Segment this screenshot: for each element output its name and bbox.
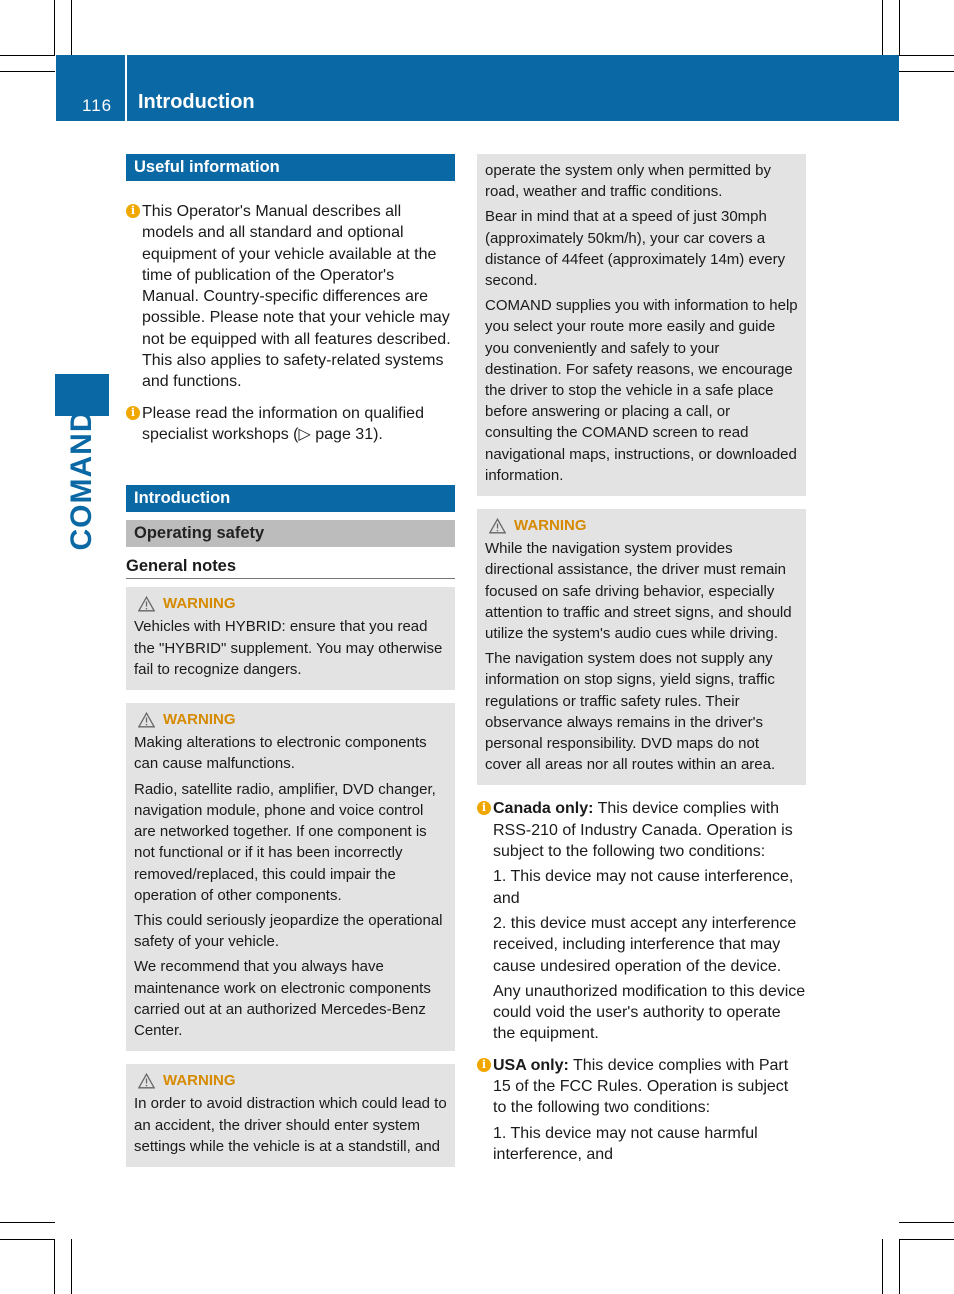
info-icon: i bbox=[477, 801, 491, 815]
warning-text: This could seriously jeopardize the operational safety of your vehicle. bbox=[134, 911, 443, 951]
info-note bbox=[126, 403, 455, 446]
crop-mark bbox=[882, 0, 883, 55]
header-divider bbox=[125, 55, 127, 121]
warning-label: WARNING bbox=[163, 1072, 236, 1090]
crop-mark bbox=[0, 71, 55, 72]
warning-continued-box bbox=[477, 154, 806, 496]
crop-mark bbox=[899, 1222, 954, 1223]
crop-mark bbox=[899, 1239, 900, 1294]
warning-header bbox=[134, 1070, 447, 1091]
warning-header bbox=[134, 709, 447, 730]
warning-label: WARNING bbox=[514, 517, 587, 535]
info-note-text: This Operator's Manual describes all models and all standard and optional equipment of your vehicle available at the time of publication of the Operator's Manual. Country-specific differences are possible. Please note that your vehicle may not be equipped with all features described. This also applies to safety-related systems and functions. bbox=[142, 203, 451, 391]
warning-triangle-icon bbox=[138, 1073, 155, 1089]
crop-mark bbox=[882, 1239, 883, 1294]
left-column bbox=[126, 154, 455, 1167]
warning-text: The navigation system does not supply any information on stop signs, yield signs, traffic regulations or traffic safety rules. Their observance always remains in the driver's personal responsibility. DVD maps do not cover all areas nor all routes within an area. bbox=[485, 650, 776, 774]
warning-text: Radio, satellite radio, amplifier, DVD changer, navigation module, phone and voice control are networked together. If one component is not functional or if it has been incorrectly removed/replaced, this could impair the operation of other components. bbox=[134, 780, 436, 904]
crop-mark bbox=[899, 55, 954, 56]
info-icon: i bbox=[477, 1058, 491, 1072]
warning-text: Making alterations to electronic components can cause malfunctions. bbox=[134, 734, 427, 773]
useful-info-heading: Useful information bbox=[126, 154, 455, 181]
crop-mark bbox=[54, 1239, 55, 1294]
crop-mark bbox=[0, 55, 55, 56]
warning-label: WARNING bbox=[163, 711, 236, 729]
crop-mark bbox=[71, 0, 72, 55]
right-column bbox=[477, 154, 806, 1165]
crop-mark bbox=[0, 1222, 55, 1223]
warning-box bbox=[126, 587, 455, 690]
warning-text: Vehicles with HYBRID: ensure that you read the "HYBRID" supplement. You may otherwise fail to recognize dangers. bbox=[134, 618, 443, 678]
general-notes-heading: General notes bbox=[126, 557, 455, 579]
warning-text: While the navigation system provides directional assistance, the driver must remain focused on safe driving behavior, especially attention to traffic and street signs, and should utilize the system's audio cues while driving. bbox=[485, 540, 792, 643]
crop-mark bbox=[899, 71, 954, 72]
crop-mark bbox=[899, 1239, 954, 1240]
canada-condition: Any unauthorized modification to this device could void the user's authority to operate the equipment. bbox=[493, 982, 806, 1043]
warning-box bbox=[477, 509, 806, 785]
crop-mark bbox=[71, 1239, 72, 1294]
introduction-heading: Introduction bbox=[126, 485, 455, 512]
info-icon: i bbox=[126, 204, 140, 218]
warning-text: COMAND supplies you with information to help you select your route more easily and guide you conveniently and safely to your destination. For safety reasons, we encourage the driver to stop the vehicle in a safe place before answering or placing a call, or consulting the COMAND screen to read navigational maps, instructions, or downloaded information. bbox=[485, 297, 798, 484]
info-note bbox=[126, 201, 455, 393]
operating-safety-heading: Operating safety bbox=[126, 520, 455, 547]
usa-note bbox=[477, 1055, 806, 1119]
warning-text: Bear in mind that at a speed of just 30mph (approximately 50km/h), your car covers a distance of 44feet (approximately 14m) every second. bbox=[485, 208, 786, 290]
warning-text: We recommend that you always have maintenance work on electronic components carried out at an authorized Mercedes-Benz Center. bbox=[134, 958, 431, 1039]
crop-mark bbox=[0, 1239, 55, 1240]
chapter-title: Introduction bbox=[138, 91, 255, 113]
canada-condition: 1. This device may not cause interference, and bbox=[493, 868, 794, 907]
warning-label: WARNING bbox=[163, 595, 236, 613]
usa-text: This device complies with Part 15 of the FCC Rules. Operation is subject to the following two conditions: bbox=[493, 1056, 789, 1117]
warning-box bbox=[126, 1064, 455, 1167]
canada-text: This device complies with RSS-210 of Industry Canada. Operation is subject to the following two conditions: bbox=[493, 800, 793, 861]
canada-label: Canada only: bbox=[493, 800, 594, 818]
warning-box bbox=[126, 703, 455, 1051]
warning-triangle-icon bbox=[138, 712, 155, 728]
warning-header bbox=[134, 593, 447, 614]
crop-mark bbox=[899, 0, 900, 55]
usa-condition: 1. This device may not cause harmful interference, and bbox=[493, 1124, 758, 1163]
usa-label: USA only: bbox=[493, 1056, 569, 1074]
canada-note bbox=[477, 798, 806, 862]
page-number: 116 bbox=[82, 96, 113, 115]
warning-text: In order to avoid distraction which could lead to an accident, the driver should enter system settings while the vehicle is at a standstill, and bbox=[134, 1095, 447, 1155]
warning-triangle-icon bbox=[489, 518, 506, 534]
canada-condition: 2. this device must accept any interference received, including interference that may cause undesired operation of the device. bbox=[493, 914, 797, 975]
warning-header bbox=[485, 515, 798, 536]
side-tab-label: COMAND bbox=[65, 409, 98, 551]
info-icon: i bbox=[126, 406, 140, 420]
warning-text: operate the system only when permitted by road, weather and traffic conditions. bbox=[485, 162, 771, 201]
info-note-text: Please read the information on qualified specialist workshops (▷ page 31). bbox=[142, 404, 424, 443]
crop-mark bbox=[54, 0, 55, 55]
warning-triangle-icon bbox=[138, 596, 155, 612]
